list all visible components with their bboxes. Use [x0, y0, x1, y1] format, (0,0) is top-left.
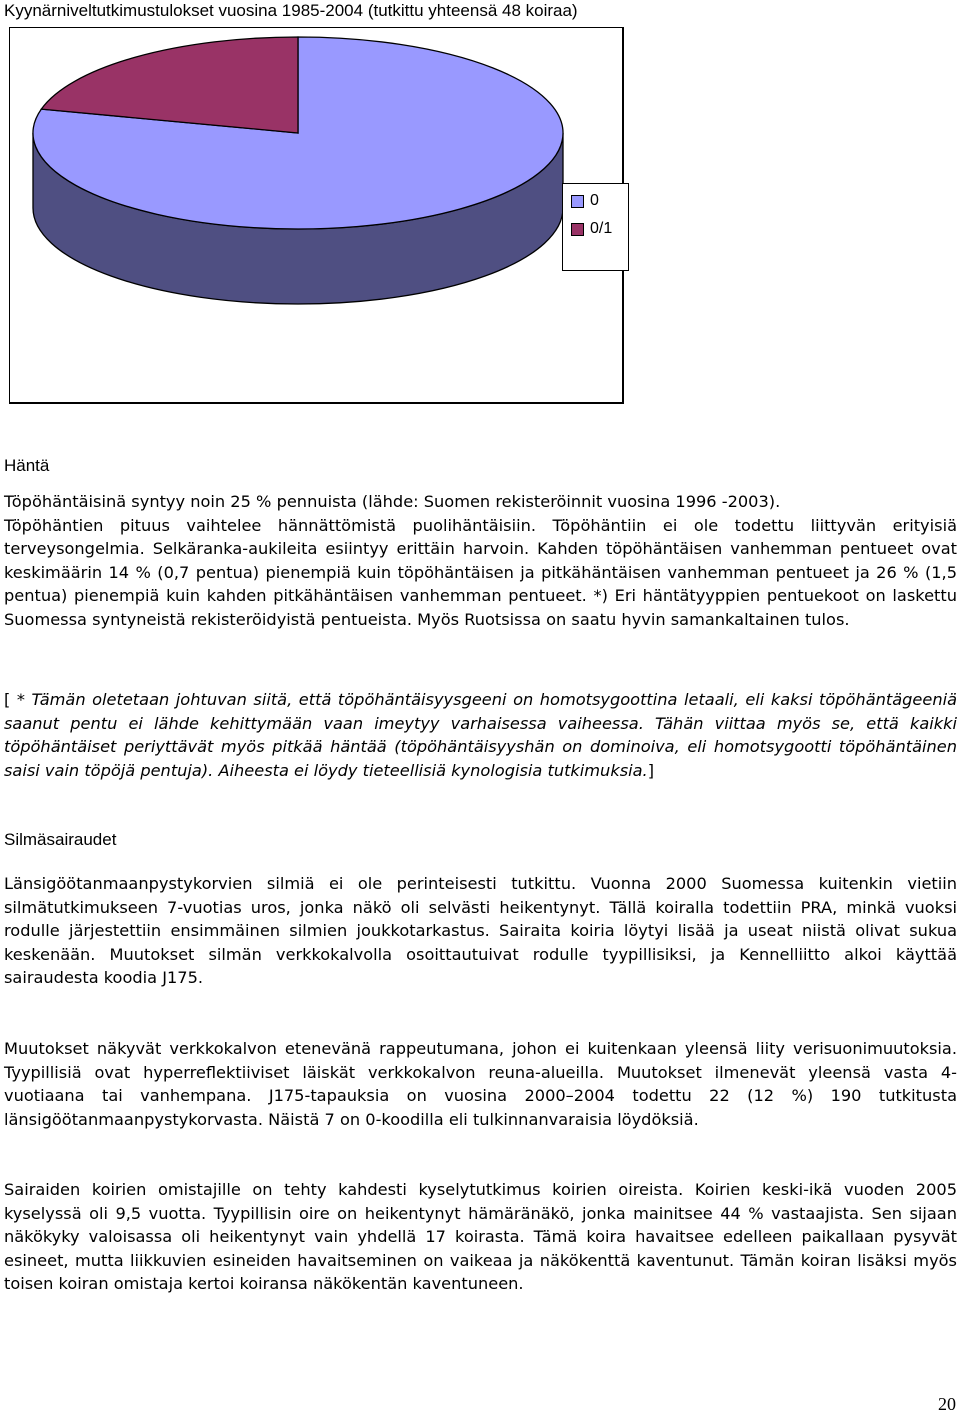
eyes-paragraph-1: Länsigöötanmaanpystykorvien silmiä ei ole perinteisesti tutkittu. Vuonna 2000 Suomessa kuitenkin vietiin silmätutkimukseen 7-vuotias uros, jonka näkö oli selvästi heikentynyt. Tällä koiralla todettiin PRA, minkä vuoksi rodulle järjestettiin ensimmäinen silmien joukkotarkastus. Sairaita koiria löytyi lisää ja useat niistä olivat sukua keskenään. Muutokset silmän verkkokalvolla osoittautuivat rodulle tyypillisiksi, ja Kennelliitto alkoi käyttää sairaudesta koodia J175.: [4, 874, 957, 988]
tail-note-italic: Tämän oletetaan johtuvan siitä, että töpöhäntäisyysgeeni on homotsygoottina letaali, eli kaksi töpöhäntägeeniä saanut pentu ei lähde kehittymään vaan imeytyy varhaisessa vaiheessa. Tähän viittaa myös se, että kaikki töpöhäntäiset periyttävät myös pitkää häntää (töpöhäntäisyyshän on dominoiva, eli homotsygootti töpöhäntäinen saisi vain töpöjä pentuja). Aiheesta ei löydy tieteellisiä kynologisia tutkimuksia.: [4, 690, 958, 780]
section-heading-tail: Häntä: [4, 456, 50, 475]
legend-label: 0/1: [590, 220, 613, 237]
pie-chart: [9, 27, 624, 404]
legend-swatch: [571, 195, 584, 208]
chart-legend: [562, 183, 629, 271]
eyes-paragraph-3: Sairaiden koirien omistajille on tehty kahdesti kyselytutkimus koirien oireista. Koirien keski-ikä vuoden 2005 kyselyssä oli 9,5 vuotta. Tyypillisin oire on heikentynyt hämäränäkö, jonka mainitsee 44 % vastaajista. Sen sijaan näkökyky valoisassa oli heikentynyt vain yhdellä 17 koirasta. Tämä koira havaitsee edelleen paikallaan pysyvät esineet, mutta liikkuvien esineiden havaitseminen on vaikeaa ja näkökenttä kaventunut. Tämän koiran lisäksi myös toisen koiran omistaja kertoi koiransa näkökentän kaventuneen.: [4, 1180, 957, 1294]
pie-chart-svg: [10, 28, 622, 402]
eyes-paragraph-2: Muutokset näkyvät verkkokalvon etenevänä rappeutumana, johon ei kuitenkaan yleensä liity verisuonimuutoksia. Tyypillisiä ovat hyperreflektiiviset läiskät verkkokalvon reuna-alueilla. Muutokset ilmenevät yleensä vasta 4-vuotiaana tai vanhempana. J175-tapauksia on vuosina 2000–2004 todettu 22 (12 %) 190 tutkitusta länsigöötanmaanpystykorvasta. Näistä 7 on 0-koodilla eli tulkinnanvaraisia löydöksiä.: [4, 1039, 957, 1129]
page-number: 20: [938, 1394, 956, 1414]
tail-paragraph-2: [4, 688, 957, 782]
legend-swatch: [571, 223, 584, 236]
legend-item-0: [571, 192, 599, 210]
legend-label: 0: [590, 192, 599, 209]
tail-paragraph-1-body: Töpöhäntien pituus vaihtelee hännättömistä puolihäntäisiin. Töpöhäntiin ei ole todettu liittyvän erityisiä terveysongelmia. Selkäranka-aukileita esiintyy erittäin harvoin. Kahden töpöhäntäisen vanhemman pentueet ovat keskimäärin 14 % (0,7 pentua) pienempiä kuin töpöhäntäisen ja pitkähäntäisen vanhemman pentueet ja 26 % (1,5 pentua) pienempiä kuin kahden pitkähäntäisen vanhemman pentueet. *) Eri häntätyyppien pentuekoot on laskettu Suomessa syntyneistä rekisteröidyistä pentueista. Myös Ruotsissa on saatu hyvin samankaltainen tulos.: [4, 515, 957, 629]
tail-note-close: ]: [647, 760, 655, 780]
tail-note-open: [ *: [4, 690, 32, 709]
tail-paragraph-1-first-line: Töpöhäntäisinä syntyy noin 25 % pennuista (lähde: Suomen rekisteröinnit vuosina 1996 -2003).: [4, 492, 781, 511]
section-heading-eyes: Silmäsairaudet: [4, 830, 117, 849]
tail-paragraph-1: [4, 490, 957, 632]
chart-title: Kyynärniveltutkimustulokset vuosina 1985-2004 (tutkittu yhteensä 48 koiraa): [4, 1, 578, 20]
legend-item-0-1: [571, 220, 612, 238]
